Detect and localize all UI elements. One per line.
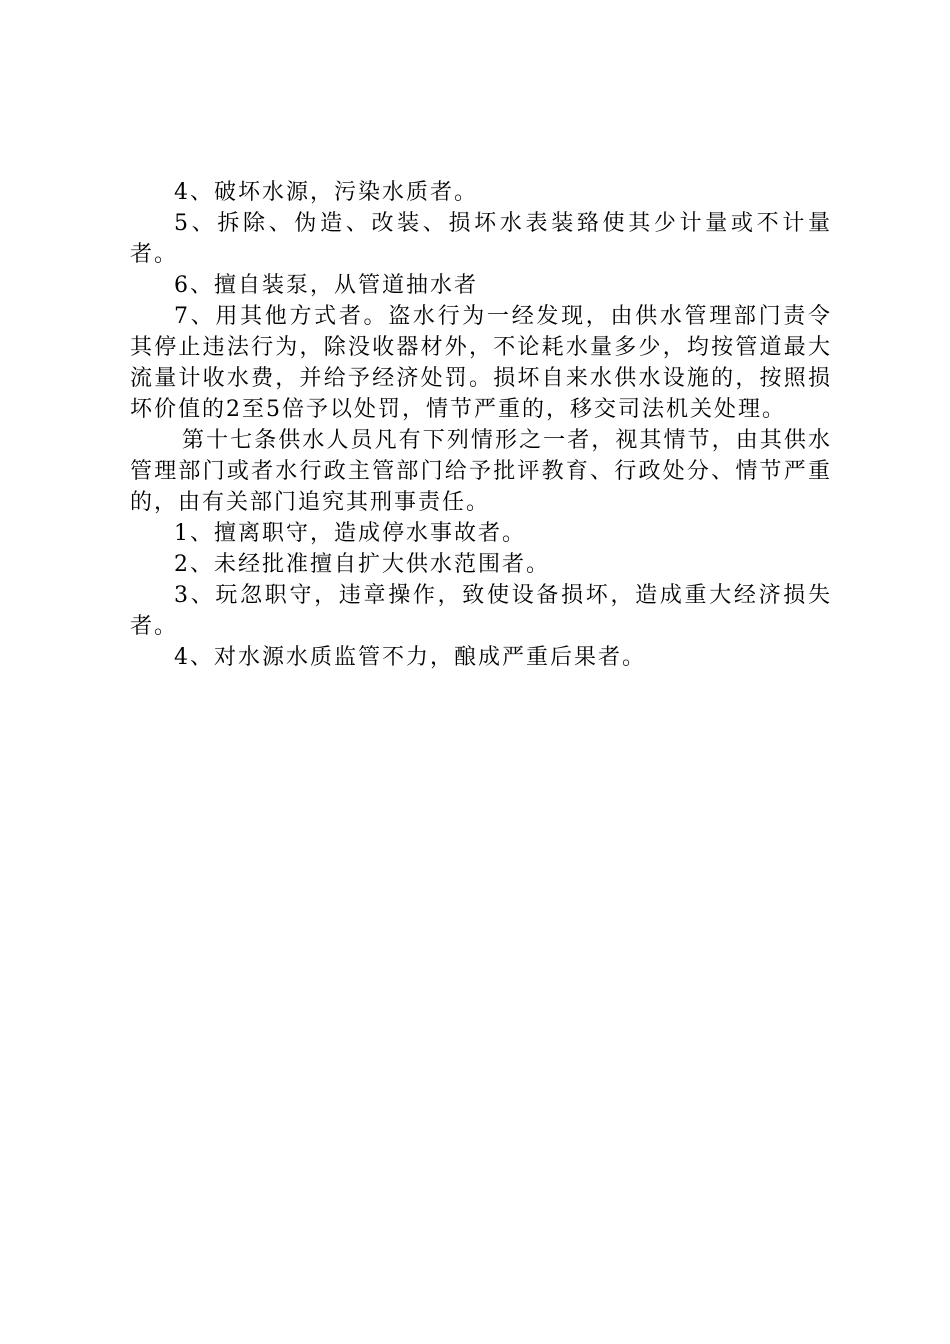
paragraph-item-4-poor-supervision: 4、对水源水质监管不力，酿成严重后果者。 [174,645,646,670]
paragraph-item-2-unauthorized-expansion: 2、未经批准擅自扩大供水范围者。 [174,552,550,577]
paragraph-item-6-pumping: 6、擅自装泵，从管道抽水者 [174,273,478,298]
paragraph-item-4-damage-source: 4、破坏水源，污染水质者。 [174,180,478,205]
paragraph-item-5-meter-tampering: 5、拆除、伪造、改装、损坏水表装臵使其少计量或不计量者。 [130,211,832,267]
paragraph-item-1-leaving-post: 1、擅离职守，造成停水事故者。 [174,521,526,546]
paragraph-item-7-other-methods: 7、用其他方式者。盗水行为一经发现，由供水管理部门责令其停止违法行为，除没收器材外，不论耗水量多少，均按管道最大流量计收水费，并给予经济处罚。损坏自来水供水设施的，按照损坏价值的2至5倍予以处罚，情节严重的，移交司法机关处理。 [130,304,832,422]
document-body [130,177,832,673]
paragraph-article-17: 第十七条供水人员凡有下列情形之一者，视其情节，由其供水管理部门或者水行政主管部门给予批评教育、行政处分、情节严重的，由有关部门追究其刑事责任。 [130,428,832,515]
paragraph-item-3-negligence: 3、玩忽职守，违章操作，致使设备损坏，造成重大经济损失者。 [130,583,832,639]
